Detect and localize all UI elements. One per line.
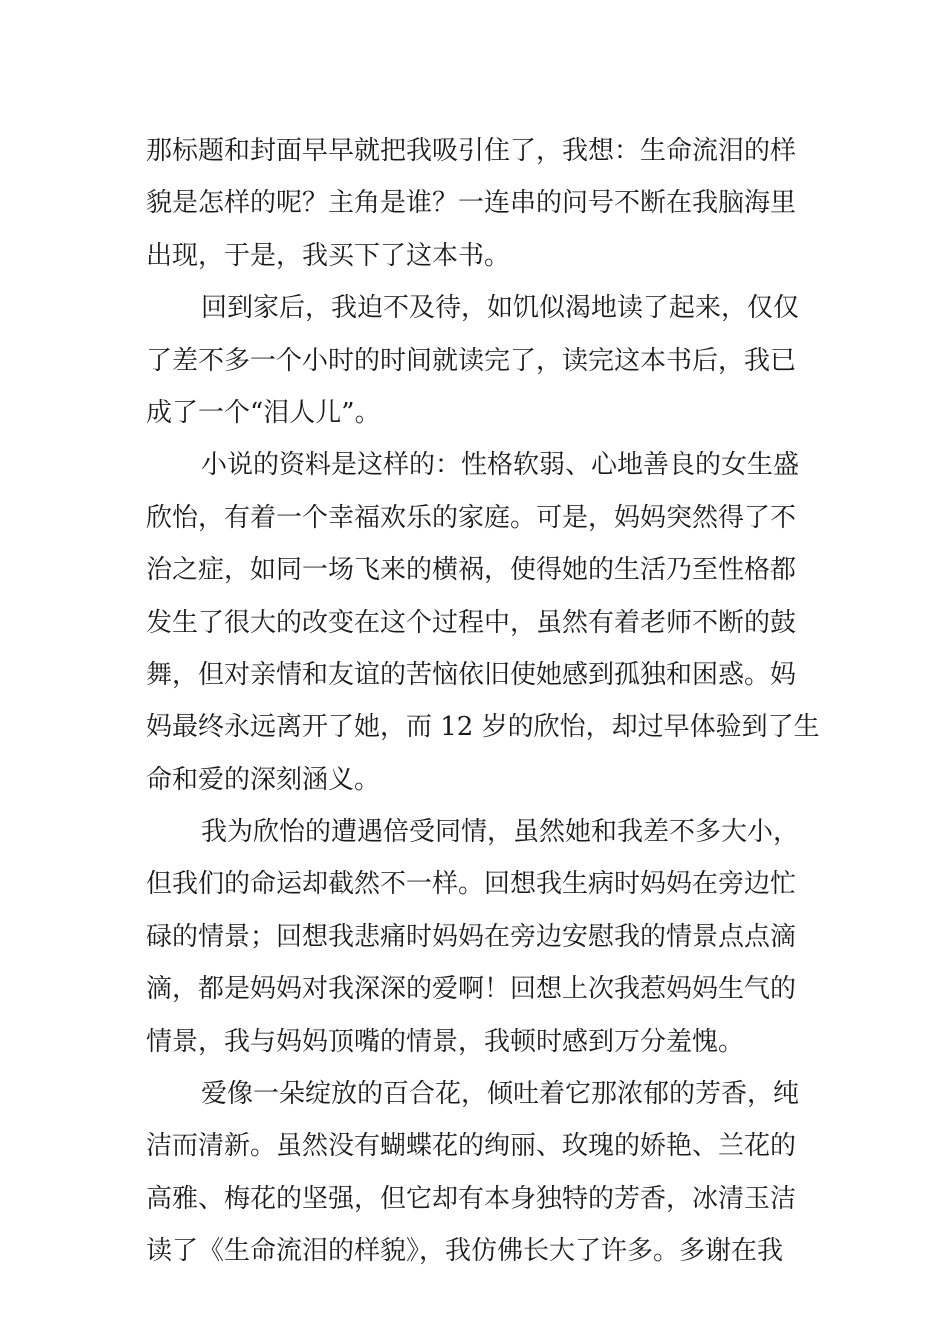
text-line: 回到家后，我迫不及待，如饥似渴地读了起来，仅仅 — [201, 293, 800, 324]
text-line: 成了一个“泪人儿”。 — [146, 397, 381, 428]
text-line: 舞，但对亲情和友谊的苦恼依旧使她感到孤独和困惑。妈 — [146, 659, 797, 690]
text-line: 发生了很大的改变在这个过程中，虽然有着老师不断的鼓 — [146, 607, 797, 638]
text-line: 读了《生命流泪的样貌》，我仿佛长大了许多。多谢在我 — [146, 1236, 784, 1267]
text-line: 高雅、梅花的坚强，但它却有本身独特的芳香，冰清玉洁 — [146, 1183, 797, 1214]
text-line: 了差不多一个小时的时间就读完了，读完这本书后，我已 — [146, 345, 797, 376]
text-line: 命和爱的深刻涵义。 — [146, 764, 381, 795]
text-line: 出现，于是，我买下了这本书。 — [146, 240, 511, 271]
text-line: 但我们的命运却截然不一样。回想我生病时妈妈在旁边忙 — [146, 869, 797, 900]
body-text — [146, 125, 820, 1278]
text-line: 治之症，如同一场飞来的横祸，使得她的生活乃至性格都 — [146, 555, 797, 586]
text-line: 洁而清新。虽然没有蝴蝶花的绚丽、玫瑰的娇艳、兰花的 — [146, 1131, 797, 1162]
paragraph — [146, 806, 810, 1068]
paragraph — [146, 125, 810, 282]
text-line: 我为欣怡的遭遇倍受同情，虽然她和我差不多大小， — [201, 817, 800, 848]
text-line: 欣怡，有着一个幸福欢乐的家庭。可是，妈妈突然得了不 — [146, 502, 797, 533]
text-line: 妈最终永远离开了她，而 12 岁的欣怡，却过早体验到了生 — [146, 712, 820, 743]
text-line: 爱像一朵绽放的百合花，倾吐着它那浓郁的芳香，纯 — [201, 1079, 800, 1110]
paragraph — [146, 1068, 810, 1278]
text-line: 情景，我与妈妈顶嘴的情景，我顿时感到万分羞愧。 — [146, 1026, 745, 1057]
text-line: 貌是怎样的呢？主角是谁？一连串的问号不断在我脑海里 — [146, 188, 797, 219]
text-line: 那标题和封面早早就把我吸引住了，我想：生命流泪的样 — [146, 136, 797, 166]
text-line: 小说的资料是这样的：性格软弱、心地善良的女生盛 — [201, 450, 800, 481]
paragraph — [146, 439, 820, 806]
paragraph — [146, 282, 810, 439]
text-line: 滴，都是妈妈对我深深的爱啊！回想上次我惹妈妈生气的 — [146, 974, 797, 1005]
text-line: 碌的情景；回想我悲痛时妈妈在旁边安慰我的情景点点滴 — [146, 921, 797, 952]
